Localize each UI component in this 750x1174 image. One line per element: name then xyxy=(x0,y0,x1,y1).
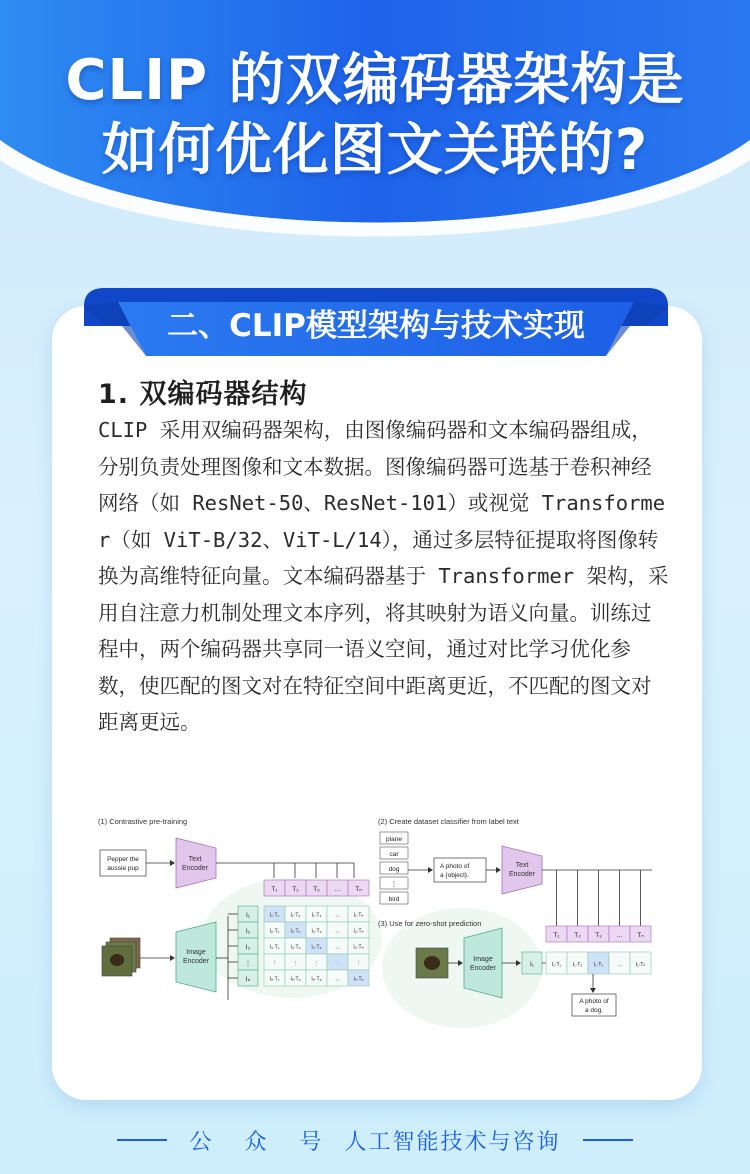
class-item-label: bird xyxy=(388,896,400,903)
i-cell-label: I₂ xyxy=(245,928,251,935)
class-item-label: car xyxy=(389,851,399,858)
t-cell-label: T₁ xyxy=(271,886,278,893)
t-cell-label: T₂ xyxy=(292,886,299,893)
page-title xyxy=(0,46,750,186)
clip-architecture-figure xyxy=(92,808,672,1030)
dog-shape-icon xyxy=(110,954,124,966)
footer-divider-left xyxy=(117,1139,167,1141)
ribbon-title: 二、CLIP模型架构与技术实现 xyxy=(167,308,585,344)
dog-shape-icon xyxy=(424,956,440,970)
matrix-cell-label: ... xyxy=(335,912,340,919)
matrix-cell-label: Iₙ·T₁ xyxy=(269,976,280,983)
text-encoder-2-label1: Text xyxy=(515,862,529,869)
matrix-cell-label: Iₙ·Tₙ xyxy=(353,976,364,983)
text-input-box xyxy=(100,850,146,876)
zs-cell-label: I₁·T₁ xyxy=(551,962,562,968)
t-row-zeroshot-arrows xyxy=(557,870,641,926)
matrix-cell-label: I₃·T₁ xyxy=(269,944,280,951)
matrix-cell-label: I₁·Tₙ xyxy=(353,912,364,919)
footer-divider-right xyxy=(583,1139,633,1141)
t-cell-label: Tₙ xyxy=(355,886,362,893)
matrix-cell-label: ... xyxy=(335,928,340,935)
title-line-1: CLIP 的双编码器架构是 xyxy=(65,48,685,113)
matrix-cell-label: I₂·T₃ xyxy=(311,928,322,935)
matrix-cell-label: ⋱ xyxy=(335,960,340,967)
matrix-cell-label: I₁·T₃ xyxy=(311,912,322,919)
matrix-cell-label: I₃·T₃ xyxy=(311,944,322,951)
arrow-head xyxy=(170,860,175,866)
class-item-label: plane xyxy=(386,836,402,843)
t-cell-label: T₂ xyxy=(574,932,581,939)
zs-cell-label: ... xyxy=(617,962,622,968)
text-encoder-2-shape xyxy=(502,846,542,894)
t-cell-label: T₃ xyxy=(595,932,602,939)
image-encoder-label2: Encoder xyxy=(182,958,210,965)
image-encoder-2-label1: Image xyxy=(473,956,493,963)
matrix-cell-label: ... xyxy=(335,944,340,951)
arrow-head xyxy=(496,867,501,873)
matrix-cell-label: ⋮ xyxy=(314,960,319,967)
body-paragraph: CLIP 采用双编码器架构，由图像编码器和文本编码器组成，分别负责处理图像和文本数据。图像编码器可选基于卷积神经网络（如 ResNet-50、ResNet-101）或视觉 Transformer（如 ViT-B/32、ViT-L/14），通过多层特征提取将图像转换为高维特征向量。文本编码器基于 Transformer 架构，采用自注意力机制处理文本序列，将其映射为语义向量。训练过程中，两个编码器共享同一语义空间，通过对比学习优化参数，使匹配的图文对在特征空间中距离更近，不匹配的图文对距离更远。 xyxy=(98,418,669,734)
class-label-list xyxy=(380,832,408,904)
image-encoder-2-shape xyxy=(464,928,502,998)
text-encoder-2-label2: Encoder xyxy=(508,871,536,878)
panel1-title: (1) Contrastive pre-training xyxy=(98,817,188,826)
i-cell-label: I₁ xyxy=(246,912,250,919)
zs-cell-label: I₁·T₃ xyxy=(593,962,604,968)
matrix-cell-label: I₁·T₁ xyxy=(269,912,280,919)
template-line2: a {object}. xyxy=(440,872,469,879)
matrix-cell-label: ⋮ xyxy=(356,960,361,967)
i-cell-label: I₃ xyxy=(245,944,251,951)
arrow-head xyxy=(170,955,175,961)
zs-cell-label: I₁·T₂ xyxy=(572,962,583,968)
title-line-2: 如何优化图文关联的? xyxy=(101,118,649,183)
matrix-cell-label: I₂·T₂ xyxy=(290,928,301,935)
prediction-line1: A photo of xyxy=(579,998,609,1005)
prediction-line2: a dog. xyxy=(584,1007,604,1014)
matrix-cell-label: Iₙ·T₂ xyxy=(290,976,301,983)
image-encoder-label1: Image xyxy=(186,949,206,956)
panel2-title: (2) Create dataset classifier from label text xyxy=(378,817,519,826)
matrix-cell-label: I₂·Tₙ xyxy=(353,928,364,935)
footer-account-name: 人工智能技术与咨询 xyxy=(344,1129,561,1155)
footer xyxy=(0,1122,750,1158)
panel3-title: (3) Use for zero-shot prediction xyxy=(378,919,482,928)
class-item-label: dog xyxy=(388,866,400,873)
matrix-cell-label: I₁·T₂ xyxy=(290,912,301,919)
class-item-label: ⋮ xyxy=(390,881,398,888)
matrix-cell-label: I₂·T₁ xyxy=(269,928,280,935)
image-encoder-2-label2: Encoder xyxy=(469,965,497,972)
t-row-zeroshot xyxy=(546,926,651,942)
footer-label: 公众号 xyxy=(189,1129,355,1155)
t-cell-label: ... xyxy=(616,932,623,939)
arrow-head xyxy=(590,988,596,993)
matrix-cell-label: ⋮ xyxy=(272,960,277,967)
text-input-line2: aussie pup xyxy=(107,865,139,872)
section-heading: 1. 双编码器结构 xyxy=(98,379,308,410)
zs-cell-label: I₁·Tₙ xyxy=(635,962,646,968)
t-cell-label: ... xyxy=(334,886,341,893)
template-line1: A photo of xyxy=(440,863,470,870)
i-cell-label: Iₙ xyxy=(245,976,251,983)
text-input-line1: Pepper the xyxy=(107,856,139,863)
zs-image-label: I₁ xyxy=(530,961,534,968)
i-cell-label: ⋮ xyxy=(244,960,252,967)
matrix-cell-label: ⋮ xyxy=(293,960,298,967)
similarity-matrix xyxy=(264,906,369,986)
matrix-cell-label: Iₙ·T₃ xyxy=(311,976,322,983)
text-encoder-label2: Encoder xyxy=(181,865,209,872)
t-cell-label: T₃ xyxy=(313,886,320,893)
matrix-cell-label: ... xyxy=(335,976,340,983)
t-cell-label: Tₙ xyxy=(637,932,644,939)
section-ribbon xyxy=(78,286,674,366)
matrix-cell-label: I₃·T₂ xyxy=(290,944,301,951)
matrix-cell-label: I₃·Tₙ xyxy=(353,944,364,951)
t-cell-label: T₁ xyxy=(553,932,560,939)
text-encoder-label1: Text xyxy=(188,856,202,863)
zeroshot-score-row xyxy=(546,952,651,974)
image-encoder-shape xyxy=(176,922,216,992)
text-encoder-shape xyxy=(176,838,216,888)
t-row-pretraining xyxy=(264,880,369,896)
arrow-head xyxy=(428,867,433,873)
